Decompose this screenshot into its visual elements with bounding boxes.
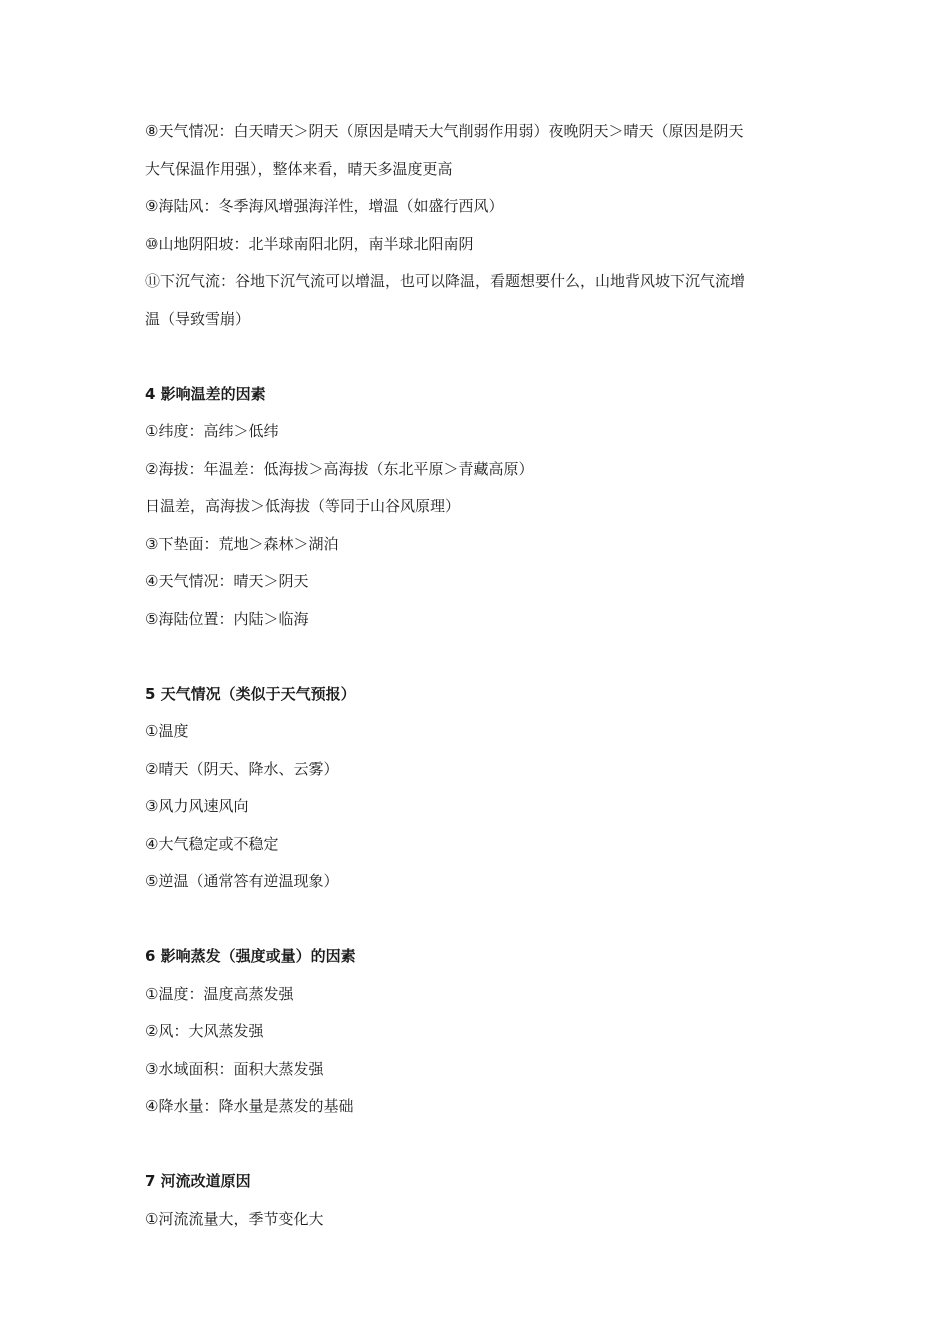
text-line: ④大气稳定或不稳定 <box>145 834 279 853</box>
text-line: ①温度：温度高蒸发强 <box>145 984 294 1003</box>
text-line: ⑨海陆风：冬季海风增强海洋性，增温（如盛行西风） <box>145 197 504 215</box>
text-line: 日温差，高海拔＞低海拔（等同于山谷风原理） <box>145 497 461 515</box>
text-line: ②晴天（阴天、降水、云雾） <box>145 759 339 778</box>
text-line: ②风：大风蒸发强 <box>145 1022 264 1040</box>
text-line: ③水域面积：面积大蒸发强 <box>145 1059 324 1078</box>
text-line: 温（导致雪崩） <box>145 309 251 328</box>
text-line: ⑤逆温（通常答有逆温现象） <box>145 872 339 890</box>
text-line: ⑩山地阴阳坡：北半球南阳北阴，南半球北阳南阴 <box>145 234 474 253</box>
document-page <box>145 113 825 1238</box>
text-line: ①河流流量大，季节变化大 <box>145 1209 324 1228</box>
paragraph-gap <box>145 338 825 376</box>
text-line: ①温度 <box>145 722 189 740</box>
text-line: ⑤海陆位置：内陆＞临海 <box>145 609 309 628</box>
paragraph-gap <box>145 638 825 676</box>
section-heading: 6 影响蒸发（强度或量）的因素 <box>145 947 356 965</box>
text-line: ③下垫面：荒地＞森林＞湖泊 <box>145 534 339 553</box>
text-line: ②海拔：年温差：低海拔＞高海拔（东北平原＞青藏高原） <box>145 459 534 478</box>
text-line: ③风力风速风向 <box>145 797 249 815</box>
text-line: ⑧天气情况：白天晴天＞阴天（原因是晴天大气削弱作用弱）夜晚阴天＞晴天（原因是阴天 <box>145 122 744 140</box>
section-heading: 5 天气情况（类似于天气预报） <box>145 684 356 703</box>
text-line: 大气保温作用强），整体来看，晴天多温度更高 <box>145 159 453 178</box>
paragraph-gap <box>145 901 825 939</box>
text-line: ④天气情况：晴天＞阴天 <box>145 572 309 590</box>
text-line: ⑪下沉气流：谷地下沉气流可以增温，也可以降温，看题想要什么，山地背风坡下沉气流增 <box>145 272 746 290</box>
section-heading: 4 影响温差的因素 <box>145 384 266 403</box>
text-line: ①纬度：高纬＞低纬 <box>145 422 279 440</box>
text-line: ④降水量：降水量是蒸发的基础 <box>145 1097 354 1115</box>
section-heading: 7 河流改道原因 <box>145 1172 251 1190</box>
paragraph-gap <box>145 1126 825 1164</box>
